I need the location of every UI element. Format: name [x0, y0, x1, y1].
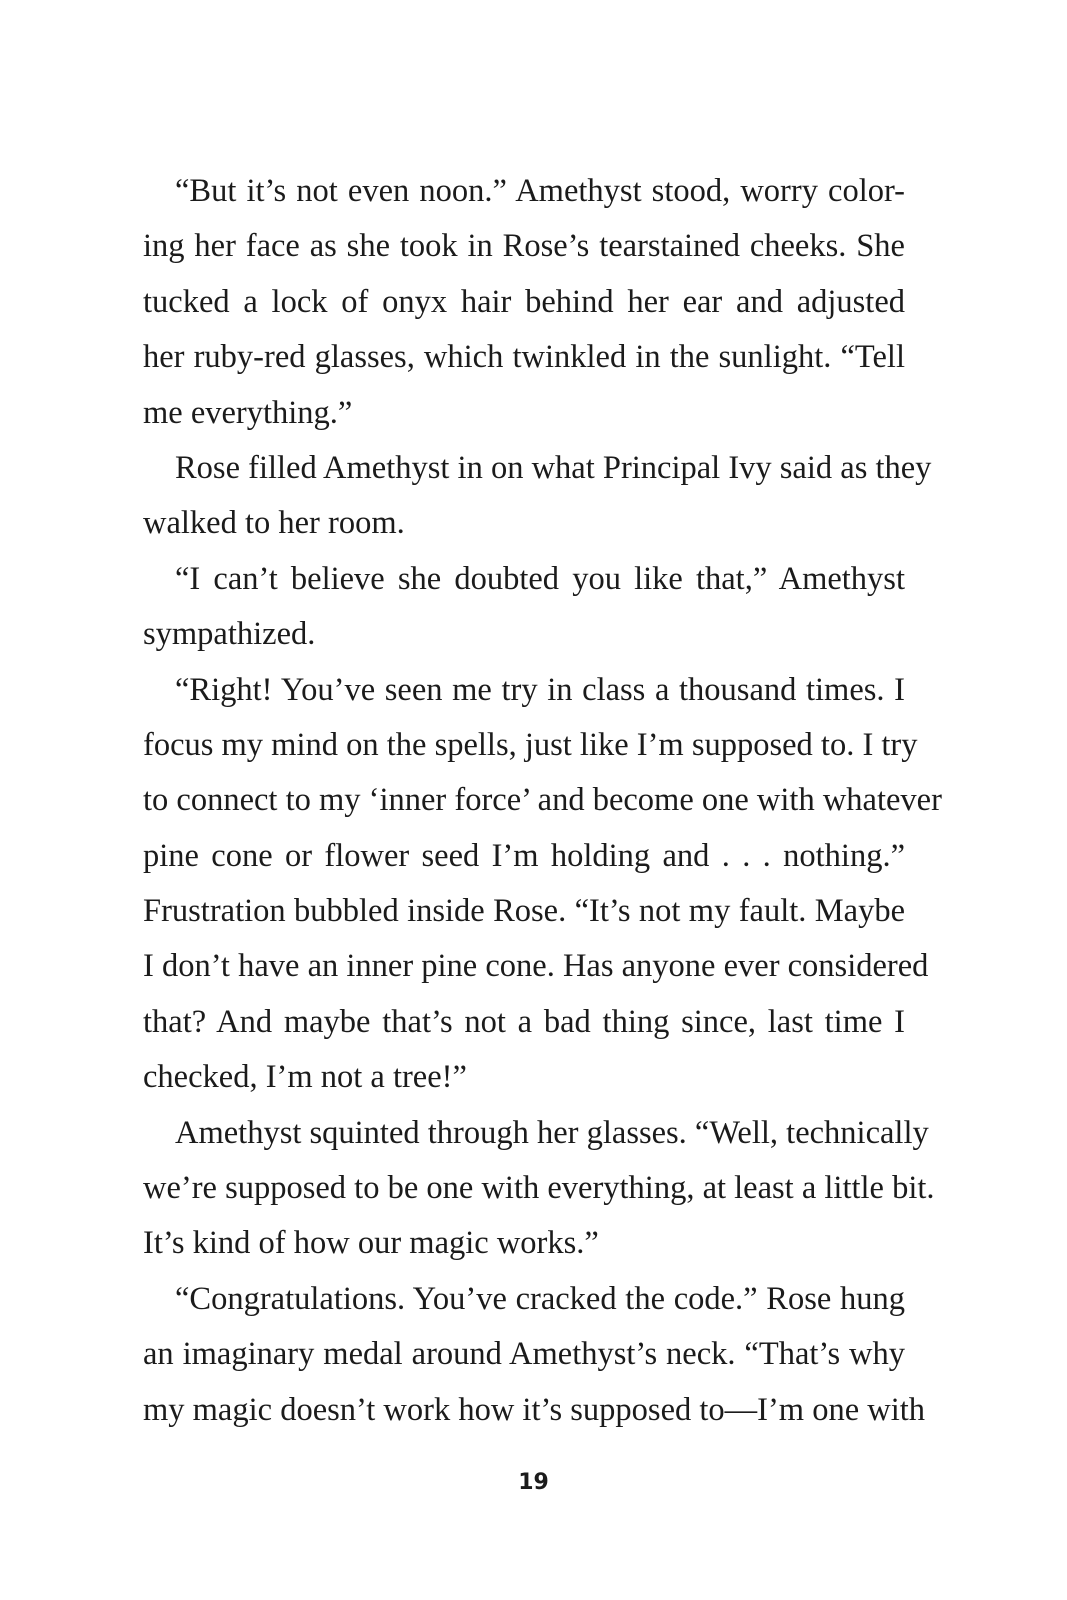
text-line: ing her face as she took in Rose’s tearstained cheeks. She: [143, 228, 905, 265]
text-line: me everything.”: [143, 394, 353, 431]
text-line: my magic doesn’t work how it’s supposed to—I’m one with: [143, 1391, 926, 1428]
text-line: we’re supposed to be one with everything, at least a little bit.: [143, 1170, 935, 1207]
text-line: walked to her room.: [143, 505, 405, 542]
text-line: focus my mind on the spells, just like I’m supposed to. I try: [143, 726, 918, 763]
text-line: pine cone or flower seed I’m holding and . . . nothing.”: [143, 837, 905, 874]
text-line: tucked a lock of onyx hair behind her ear and adjusted: [143, 283, 905, 320]
text-line: It’s kind of how our magic works.”: [143, 1225, 599, 1262]
text-line: “But it’s not even noon.” Amethyst stood, worry color-: [175, 173, 905, 209]
text-line: an imaginary medal around Amethyst’s neck. “That’s why: [143, 1336, 905, 1373]
text-line: Frustration bubbled inside Rose. “It’s not my fault. Maybe: [143, 893, 905, 930]
text-line: “Congratulations. You’ve cracked the code.” Rose hung: [175, 1280, 905, 1317]
text-line: her ruby-red glasses, which twinkled in the sunlight. “Tell: [143, 339, 905, 376]
text-line: sympathized.: [143, 616, 316, 653]
body-text: [143, 164, 942, 1438]
text-line: that? And maybe that’s not a bad thing since, last time I: [143, 1003, 905, 1040]
text-line: Rose filled Amethyst in on what Principal Ivy said as they: [175, 449, 932, 486]
text-line: Amethyst squinted through her glasses. “Well, technically: [175, 1114, 929, 1151]
text-line: “Right! You’ve seen me try in class a thousand times. I: [175, 671, 905, 708]
text-line: checked, I’m not a tree!”: [143, 1059, 467, 1096]
text-line: I don’t have an inner pine cone. Has anyone ever considered: [143, 948, 929, 985]
text-line: “I can’t believe she doubted you like that,” Amethyst: [175, 560, 905, 597]
page-number: 19: [518, 1470, 549, 1495]
text-line: to connect to my ‘inner force’ and become one with whatever: [143, 782, 942, 819]
